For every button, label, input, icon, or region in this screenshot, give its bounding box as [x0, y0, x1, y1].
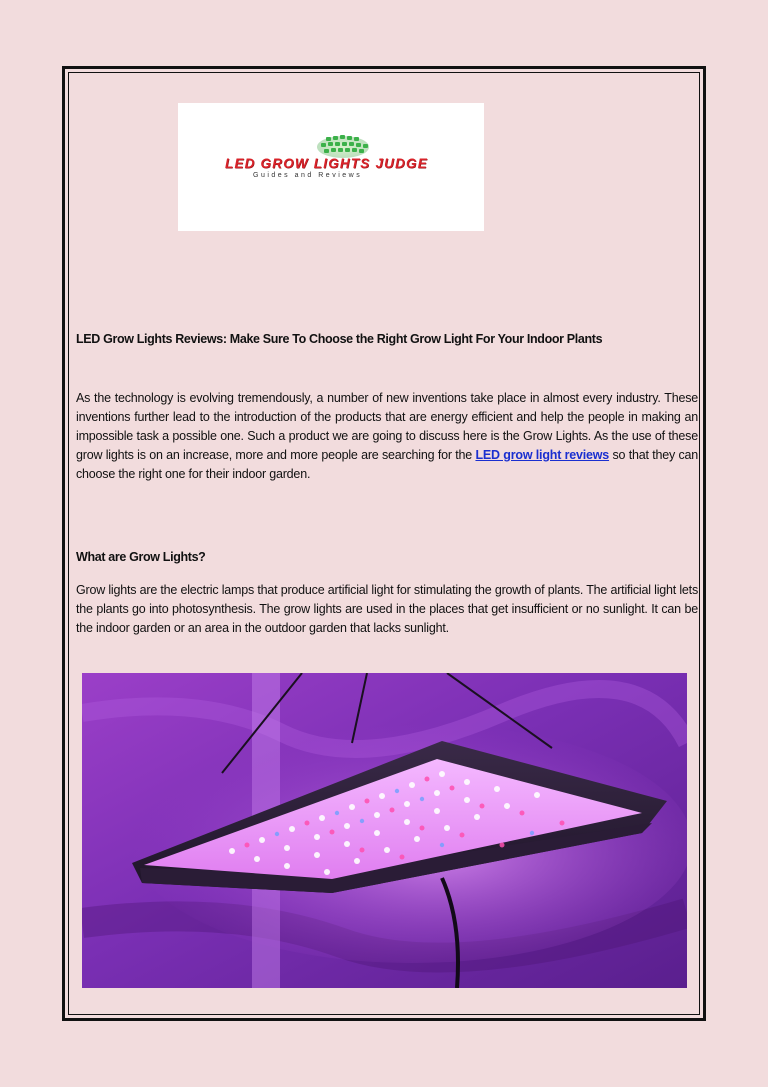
- logo-subtitle: Guides and Reviews: [253, 172, 363, 179]
- section-paragraph: Grow lights are the electric lamps that produce artificial light for stimulating the growth of plants. The artificial light lets the plants go into photosynthesis. The grow lights are used in the places that get insufficient or no sunlight. It can be the indoor garden or an area in the outdoor garden that lacks sunlight.: [76, 583, 698, 635]
- site-logo: [178, 103, 484, 231]
- section-heading: What are Grow Lights?: [76, 550, 206, 564]
- intro-text: As the technology is evolving tremendously, a number of new inventions take place in almost every industry. These inventions further lead to the introduction of the products that are energy efficient and help the people in making an impossible task a possible one. Such a product we are going to discuss here is the Grow Lights. As the use of these grow lights is on an increase, more and more people are searching for the: [76, 391, 698, 462]
- page-frame: [62, 66, 706, 1021]
- logo-title: LED GROW LIGHTS JUDGE: [225, 156, 428, 171]
- grow-light-panel-image: [82, 673, 687, 988]
- article-title: LED Grow Lights Reviews: Make Sure To Choose the Right Grow Light For Your Indoor Plants: [76, 332, 603, 346]
- intro-paragraph: [76, 389, 698, 484]
- grow-light-photo: [82, 673, 687, 988]
- intro-text-end: so that they can choose the right one for their indoor garden.: [76, 448, 699, 481]
- led-reviews-link[interactable]: LED grow light reviews: [475, 448, 610, 462]
